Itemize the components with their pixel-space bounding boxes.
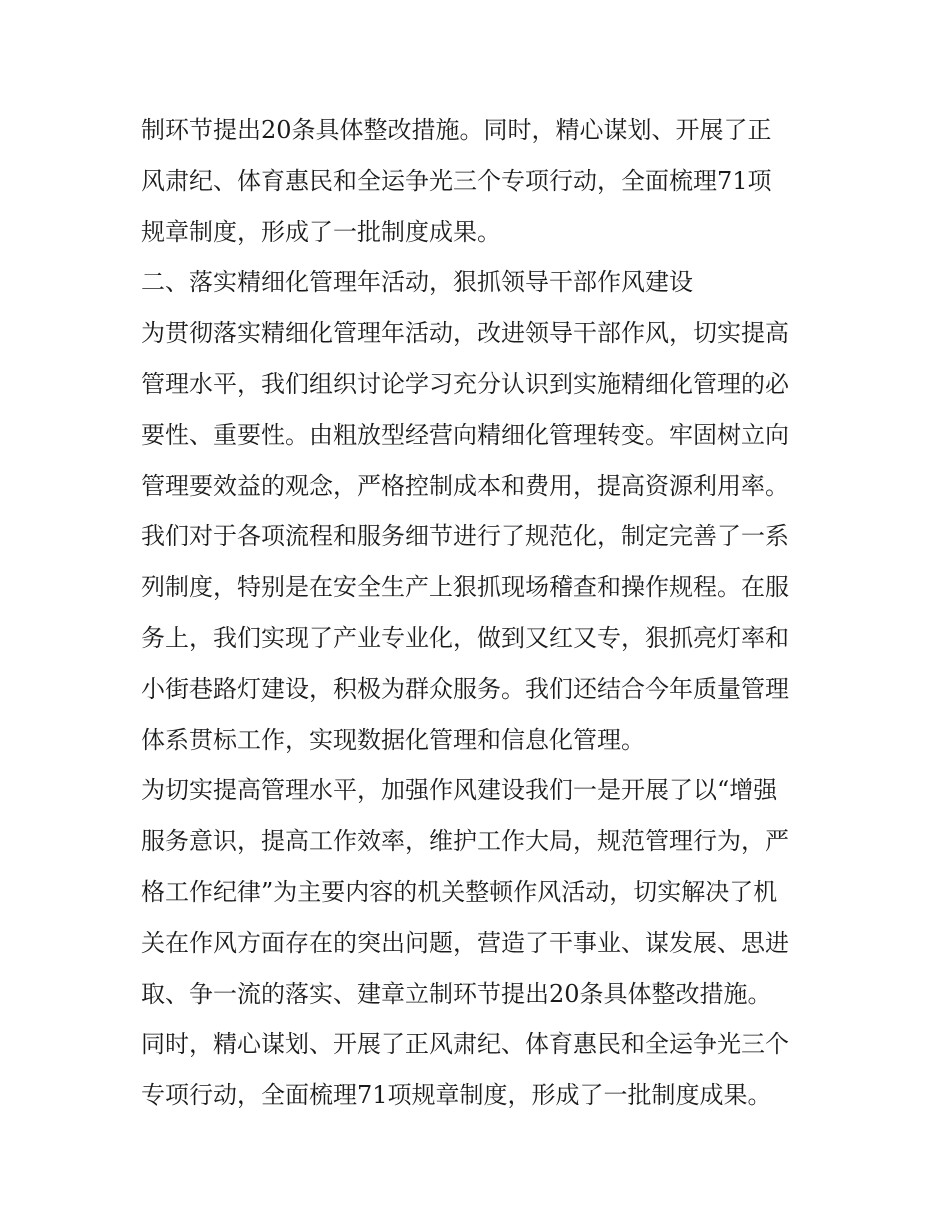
text-line: 管理水平，我们组织讨论学习充分认识到实施精细化管理的必 (141, 369, 789, 398)
text-line: 小街巷路灯建设，积极为群众服务。我们还结合今年质量管理 (141, 674, 789, 703)
text-line: 规章制度，形成了一批制度成果。 (141, 217, 501, 246)
text-line: 制环节提出20条具体整改措施。同时，精心谋划、开展了正 (141, 116, 772, 144)
text-line: 管理要效益的观念，严格控制成本和费用，提高资源利用率。 (141, 471, 789, 500)
text-line: 格工作纪律”为主要内容的机关整顿作风活动，切实解决了机 (141, 877, 778, 906)
document-page (141, 105, 821, 1121)
text-line: 为切实提高管理水平，加强作风建设我们一是开展了以“增强 (141, 776, 778, 805)
text-line: 务上，我们实现了产业专业化，做到又红又专，狠抓亮灯率和 (141, 623, 789, 652)
text-line: 关在作风方面存在的突出问题，营造了干事业、谋发展、思进 (141, 928, 789, 957)
text-line: 为贯彻落实精细化管理年活动，改进领导干部作风，切实提高 (141, 319, 789, 348)
text-line: 服务意识，提高工作效率，维护工作大局，规范管理行为，严 (141, 827, 789, 856)
text-line: 要性、重要性。由粗放型经营向精细化管理转变。牢固树立向 (141, 420, 789, 449)
text-line: 体系贯标工作，实现数据化管理和信息化管理。 (141, 725, 645, 754)
section-heading: 二、落实精细化管理年活动，狠抓领导干部作风建设 (141, 268, 693, 297)
text-line: 同时，精心谋划、开展了正风肃纪、体育惠民和全运争光三个 (141, 1030, 789, 1059)
text-line: 取、争一流的落实、建章立制环节提出20条具体整改措施。 (141, 979, 772, 1008)
text-line: 我们对于各项流程和服务细节进行了规范化，制定完善了一系 (141, 522, 789, 551)
text-line: 列制度，特别是在安全生产上狠抓现场稽查和操作规程。在服 (141, 573, 789, 602)
text-line: 专项行动，全面梳理71项规章制度，形成了一批制度成果。 (141, 1081, 772, 1110)
text-line: 风肃纪、体育惠民和全运争光三个专项行动，全面梳理71项 (141, 166, 772, 195)
